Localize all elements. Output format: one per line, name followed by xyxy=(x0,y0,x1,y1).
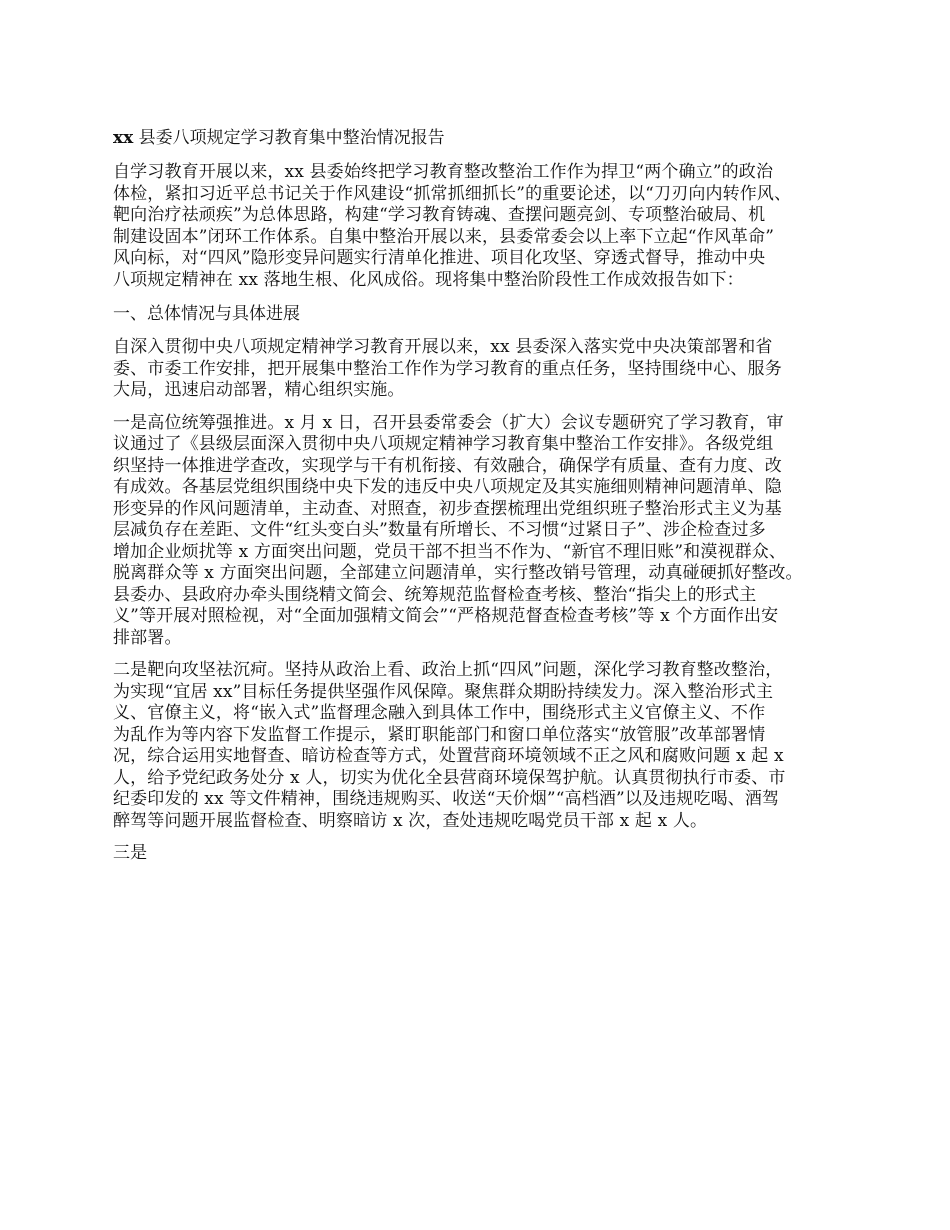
text-line: 有成效。各基层党组织围绕中央下发的违反中央八项规定及其实施细则精神问题清单、隐 xyxy=(113,477,782,497)
text-line: 为实现“宜居 xx”目标任务提供坚强作风保障。聚焦群众期盼持续发力。深入整治形式主 xyxy=(113,681,774,702)
first-point-paragraph xyxy=(113,413,847,650)
text-line: 一是高位统筹强推进。x 月 x 日，召开县委常委会（扩大）会议专题研究了学习教育，审 xyxy=(113,412,784,433)
text-line: 自学习教育开展以来，xx 县委始终把学习教育整改整治工作作为捍卫“两个确立”的政治 xyxy=(113,162,774,182)
text-line: 增加企业烦扰等 x 方面突出问题，党员干部不担当不作为、“新官不理旧账”和漠视群众、 xyxy=(113,541,787,562)
section-heading: 一、总体情况与具体进展 xyxy=(113,304,300,324)
text-line: 三是 xyxy=(113,843,148,863)
intro-paragraph xyxy=(113,162,847,291)
text-line: 二是靶向攻坚祛沉疴。坚持从政治上看、政治上抓“四风”问题，深化学习教育整改整治， xyxy=(113,660,783,680)
text-line: 人，给予党纪政务处分 x 人，切实为优化全县营商环境保驾护航。认真贯彻执行市委、市 xyxy=(113,767,786,788)
text-line: 义、官僚主义，将“嵌入式”监督理念融入到具体工作中，围绕形式主义官僚主义、不作 xyxy=(113,703,766,723)
text-line: 织坚持一体推进学查改，实现学与干有机衔接、有效融合，确保学有质量、查有力度、改 xyxy=(113,455,782,476)
text-line: 醉驾等问题开展监督检查、明察暗访 x 次，查处违规吃喝党员干部 x 起 x 人。 xyxy=(113,810,708,831)
text-line: 为乱作为等内容下发监督工作提示，紧盯职能部门和窗口单位落实“放管服”改革部署情 xyxy=(113,724,766,745)
text-line: 义”等开展对照检视，对“全面加强精文简会”“严格规范督查检查考核”等 x 个方面作出安 xyxy=(113,606,779,626)
text-line: 委、市委工作安排，把开展集中整治工作作为学习教育的重点任务，坚持围绕中心、服务 xyxy=(113,358,782,379)
text-line: 体检，紧扣习近平总书记关于作风建设“抓常抓细抓长”的重要论述，以“刀刃向内转作风、 xyxy=(113,183,792,204)
document-title-bold: xx xyxy=(113,128,134,148)
overview-paragraph xyxy=(113,337,847,402)
text-line: 八项规定精神在 xx 落地生根、化风成俗。现将集中整治阶段性工作成效报告如下： xyxy=(113,269,744,290)
text-line: 制建设固本”闭环工作体系。自集中整治开展以来，县委常委会以上率下立起“作风革命” xyxy=(113,226,775,247)
text-line: 大局，迅速启动部署，精心组织实施。 xyxy=(113,380,405,400)
text-line: 自深入贯彻中央八项规定精神学习教育开展以来，xx 县委深入落实党中央决策部署和省 xyxy=(113,337,773,357)
text-line: 靶向治疗祛顽疾”为总体思路，构建“学习教育铸魂、查摆问题亮剑、专项整治破局、机 xyxy=(113,205,766,225)
text-line: 形变异的作风问题清单，主动查、对照查，初步查摆梳理出党组织班子整治形式主义为基 xyxy=(113,498,782,519)
second-point-paragraph xyxy=(113,660,847,832)
text-line: 纪委印发的 xx 等文件精神，围绕违规购买、收送“天价烟”“高档酒”以及违规吃喝、酒驾 xyxy=(113,789,780,809)
document-title xyxy=(113,126,847,150)
text-line: 议通过了《县级层面深入贯彻中央八项规定精神学习教育集中整治工作安排》。各级党组 xyxy=(113,434,774,454)
text-line: 县委办、县政府办牵头围绕精文简会、统筹规范监督检查考核、整治“指尖上的形式主 xyxy=(113,584,757,605)
text-line: 层减负存在差距、文件“红头变白头”数量有所增长、不习惯“过紧日子”、涉企检查过多 xyxy=(113,520,766,540)
text-line: 排部署。 xyxy=(113,627,182,648)
text-line: 况，综合运用实地督查、暗访检查等方式，处置营商环境领域不正之风和腐败问题 x 起 x xyxy=(113,746,784,766)
third-point-paragraph xyxy=(113,843,847,865)
text-line: 风向标，对“四风”隐形变异问题实行清单化推进、项目化攻坚、穿透式督导，推动中央 xyxy=(113,248,766,268)
text-line: 脱离群众等 x 方面突出问题，全部建立问题清单，实行整改销号管理，动真碰硬抓好整改。 xyxy=(113,563,803,583)
document-page xyxy=(113,126,847,876)
document-title-rest: 县委八项规定学习教育集中整治情况报告 xyxy=(133,128,445,148)
